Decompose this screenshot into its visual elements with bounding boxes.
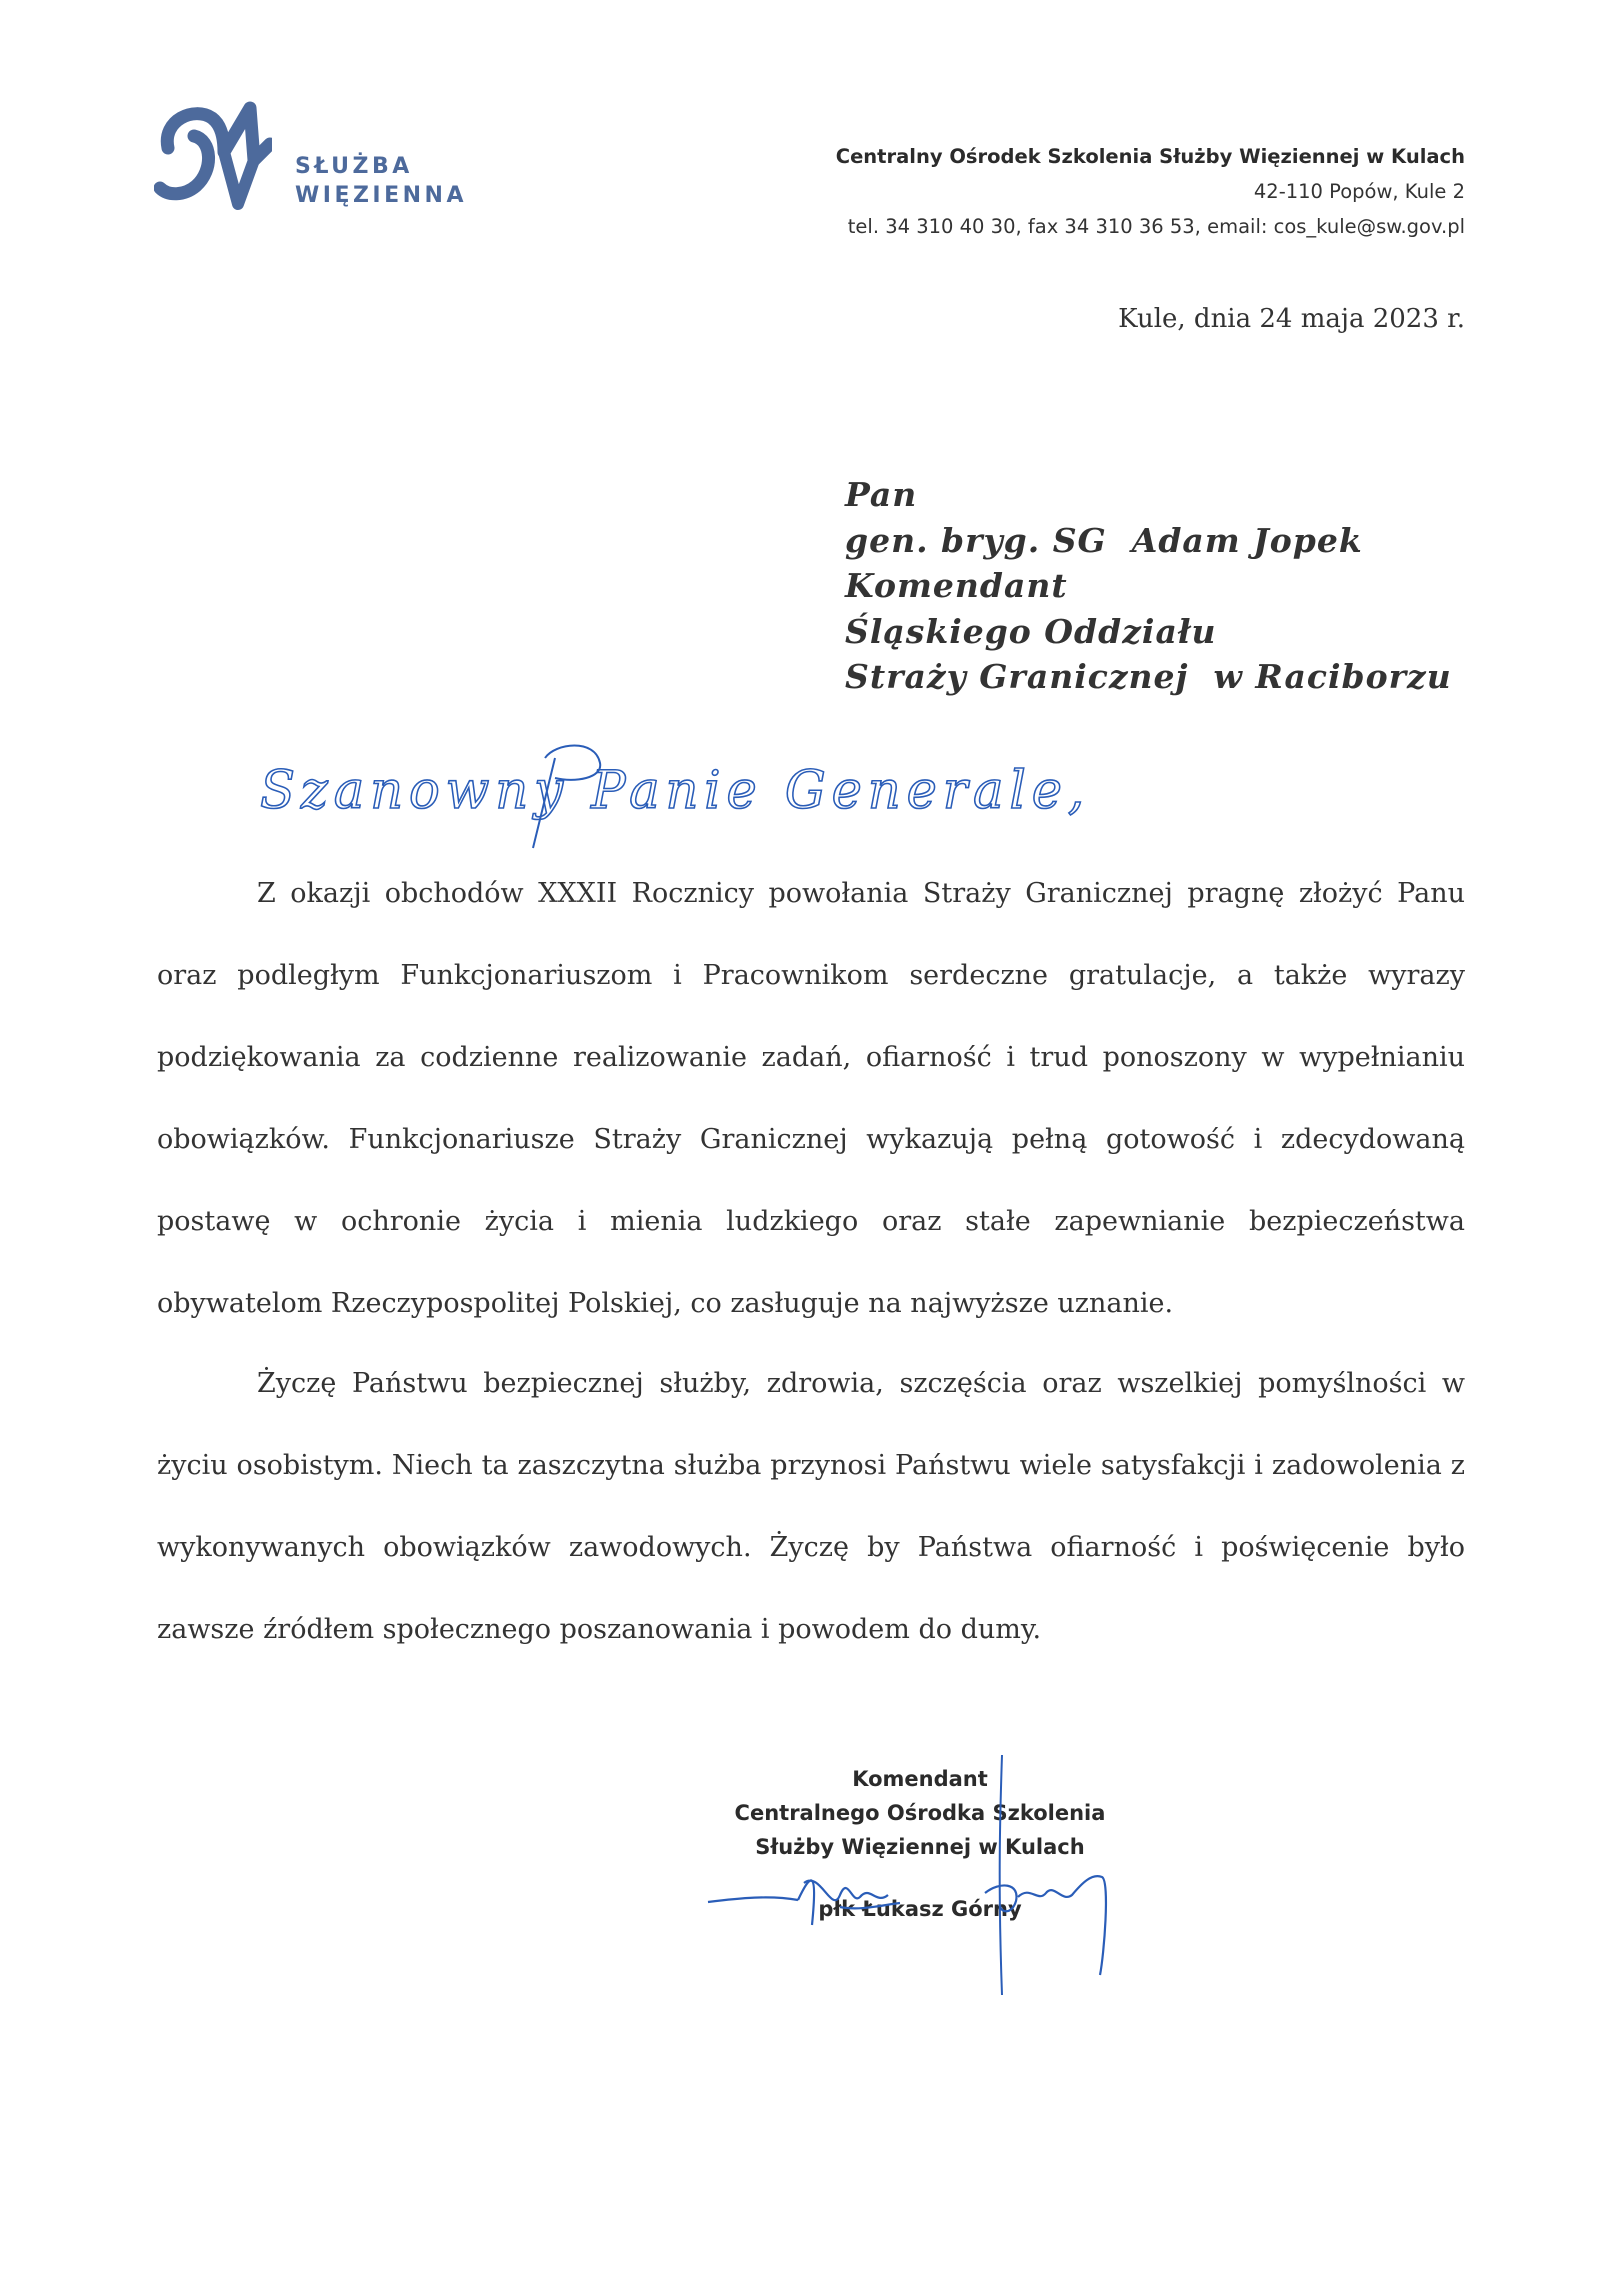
sender-name: Centralny Ośrodek Szkolenia Służby Więziennej w Kulach: [835, 145, 1465, 168]
handwritten-greeting: [255, 738, 1105, 853]
recipient-line-1: Pan: [845, 475, 918, 514]
body-paragraph-2: Życzę Państwu bezpiecznej służby, zdrowia, szczęścia oraz wszelkiej pomyślności w życiu osobistym. Niech ta zaszczytna służba przynosi Państwu wiele satysfakcji i zadowolenia z wykonywanych obowiązków zawodowych. Życzę by Państwa ofiarność i poświęcenie było zawsze źródłem społecznego poszanowania i powodem do dumy.: [157, 1368, 1465, 1645]
handwritten-greeting-text: Szanowny Panie Generale,: [260, 761, 1090, 821]
letter-date: Kule, dnia 24 maja 2023 r.: [1118, 304, 1465, 334]
handwritten-signature: [700, 1755, 1150, 2015]
sluzba-wiezienna-logo-icon: [154, 100, 272, 212]
logo-line-1: SŁUŻBA: [295, 154, 413, 179]
recipient-line-3: Komendant: [845, 566, 1068, 605]
recipient-line-2: gen. bryg. SG Adam Jopek: [845, 520, 1363, 560]
logo-wordmark: [295, 152, 467, 210]
sender-address: 42-110 Popów, Kule 2: [1253, 180, 1465, 203]
logo-line-2: WIĘZIENNA: [295, 183, 467, 208]
signature-institution-2: Służby Więziennej w Kulach: [755, 1835, 1085, 1859]
recipient-line-4: Śląskiego Oddziału: [845, 611, 1217, 651]
recipient-block: [845, 472, 1452, 700]
recipient-line-5: Straży Granicznej w Raciborzu: [845, 657, 1452, 696]
body-paragraph-1: Z okazji obchodów XXXII Rocznicy powołania Straży Granicznej pragnę złożyć Panu oraz podległym Funkcjonariuszom i Pracownikom serdeczne gratulacje, a także wyrazy podziękowania za codzienne realizowanie zadań, ofiarność i trud ponoszony w wypełnianiu obowiązków. Funkcjonariusze Straży Granicznej wykazują pełną gotowość i zdecydowaną postawę w ochronie życia i mienia ludzkiego oraz stałe zapewnianie bezpieczeństwa obywatelom Rzeczypospolitej Polskiej, co zasługuje na najwyższe uznanie.: [157, 878, 1465, 1319]
sender-contact: tel. 34 310 40 30, fax 34 310 36 53, email: cos_kule@sw.gov.pl: [847, 215, 1465, 238]
sender-block: [836, 139, 1465, 244]
signature-institution-1: Centralnego Ośrodka Szkolenia: [734, 1801, 1106, 1825]
signature-title: Komendant: [852, 1767, 988, 1791]
signature-name: płk Łukasz Górny: [818, 1897, 1022, 1921]
